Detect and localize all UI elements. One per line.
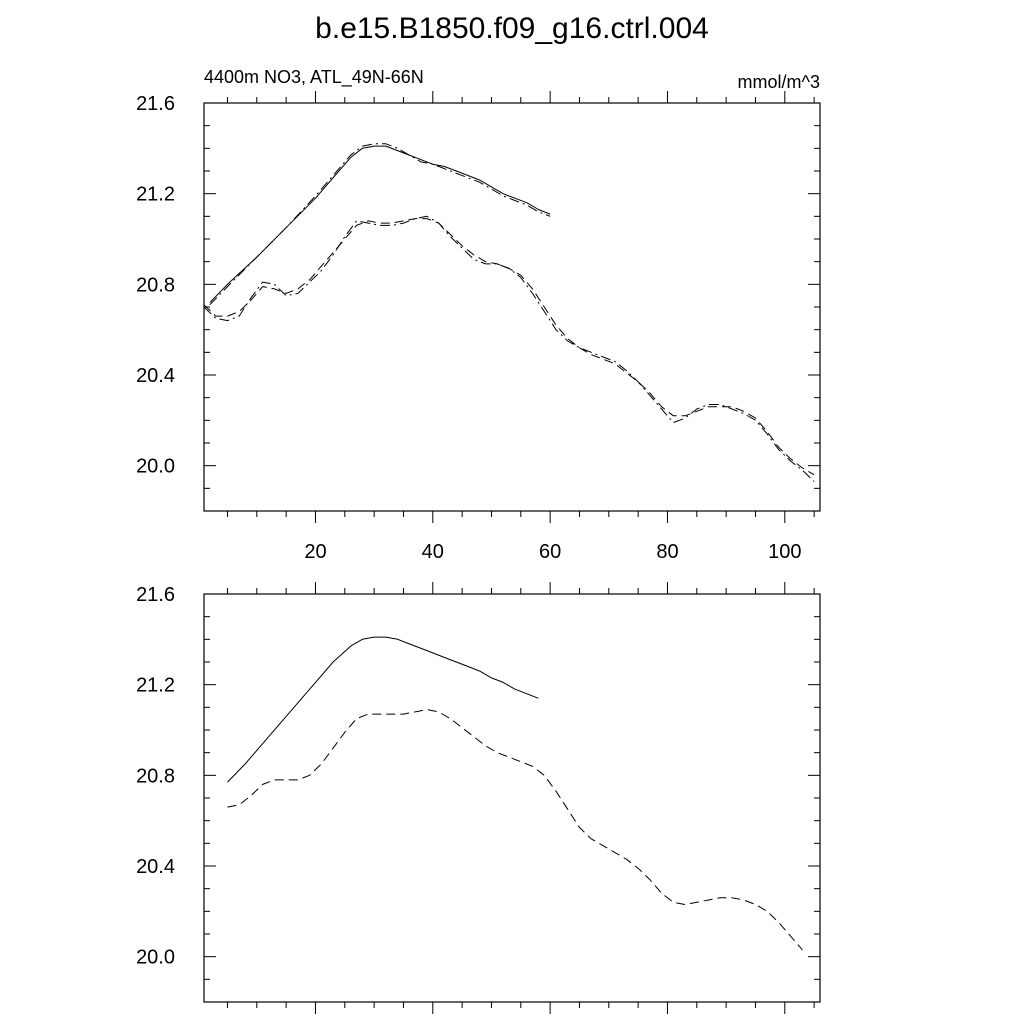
series-line-1 bbox=[228, 637, 539, 782]
bottom-panel bbox=[136, 582, 820, 1014]
y-tick-label: 21.2 bbox=[136, 674, 175, 697]
plot-frame bbox=[204, 594, 820, 1002]
panel-units-label: mmol/m^3 bbox=[737, 72, 820, 92]
y-tick-label: 21.6 bbox=[136, 584, 175, 606]
panel-subtitle-left: 4400m NO3, ATL_49N-66N bbox=[204, 67, 424, 87]
x-tick-label: 40 bbox=[421, 541, 444, 563]
y-tick-label: 21.6 bbox=[136, 93, 175, 115]
y-tick-label: 20.8 bbox=[136, 765, 175, 788]
series-line-3 bbox=[204, 219, 814, 475]
series-line-2 bbox=[228, 710, 803, 950]
y-tick-label: 20.4 bbox=[136, 856, 175, 878]
chart-title: b.e15.B1850.f09_g16.ctrl.004 bbox=[315, 12, 709, 45]
x-tick-label: 100 bbox=[768, 541, 802, 563]
x-tick-label: 60 bbox=[539, 541, 562, 563]
series-line-1 bbox=[210, 146, 550, 302]
y-tick-label: 20.8 bbox=[136, 274, 175, 297]
y-tick-label: 20.0 bbox=[136, 455, 175, 478]
y-tick-label: 20.4 bbox=[136, 365, 175, 387]
x-tick-label: 20 bbox=[304, 541, 327, 563]
y-tick-label: 21.2 bbox=[136, 183, 175, 206]
series-line-4 bbox=[204, 216, 814, 481]
y-tick-label: 20.0 bbox=[136, 946, 175, 969]
x-tick-label: 80 bbox=[656, 541, 679, 563]
top-panel bbox=[136, 67, 820, 563]
plot-frame bbox=[204, 103, 820, 511]
series-line-2 bbox=[210, 144, 550, 305]
